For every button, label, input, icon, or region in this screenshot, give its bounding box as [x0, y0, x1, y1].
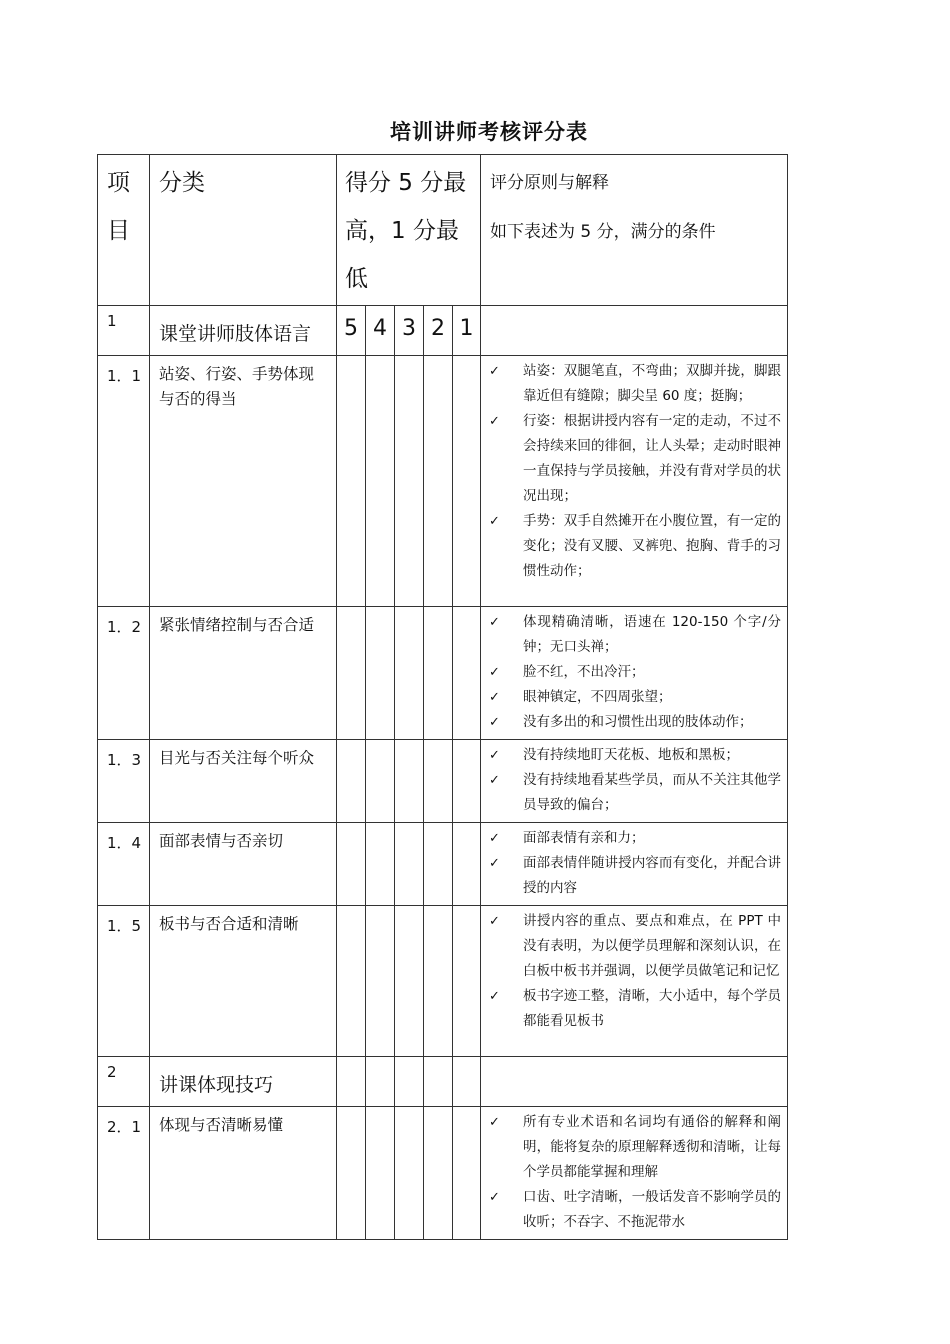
score-input-cell[interactable]: [366, 607, 395, 740]
checkmark-icon: ✓: [489, 665, 500, 680]
item-category: 面部表情与否亲切: [150, 823, 337, 906]
header-criteria-title: 评分原则与解释: [490, 173, 610, 193]
criteria-text: 体现精确清晰，语速在 120-150 个字/分钟；无口头禅；: [523, 614, 782, 655]
section-criteria-empty: [481, 1057, 788, 1107]
item-number: 1．5: [98, 906, 150, 1057]
header-score: 得分 5 分最高，1 分最低: [337, 155, 481, 306]
score-value: 4: [366, 306, 395, 356]
item-number: 1．1: [98, 356, 150, 607]
score-cell: [395, 1057, 424, 1107]
score-input-cell[interactable]: [337, 823, 366, 906]
table-row: [98, 1107, 788, 1240]
score-input-cell[interactable]: [395, 740, 424, 823]
score-input-cell[interactable]: [424, 823, 453, 906]
score-input-cell[interactable]: [424, 1107, 453, 1240]
table-row: [98, 607, 788, 740]
criteria-item: [489, 743, 781, 768]
criteria-text: 讲授内容的重点、要点和难点，在 PPT 中没有表明，为以便学员理解和深刻认识，在白板中板书并强调，以便学员做笔记和记忆: [523, 913, 782, 979]
criteria-text: 面部表情有亲和力；: [523, 830, 645, 846]
item-number: 2．1: [98, 1107, 150, 1240]
criteria-text: 行姿：根据讲授内容有一定的走动，不过不会持续来回的徘徊，让人头晕；走动时眼神一直保持与学员接触，并没有背对学员的状况出现；: [523, 413, 782, 504]
section-row: [98, 306, 788, 356]
score-input-cell[interactable]: [395, 356, 424, 607]
item-category: 站姿、行姿、手势体现与否的得当: [150, 356, 337, 607]
header-item: 项目: [98, 155, 150, 306]
criteria-item: [489, 826, 781, 851]
score-input-cell[interactable]: [337, 740, 366, 823]
checkmark-icon: ✓: [489, 856, 500, 871]
section-number: 2: [98, 1057, 150, 1107]
checkmark-icon: ✓: [489, 748, 500, 763]
criteria-text: 口齿、吐字清晰，一般话发音不影响学员的收听；不吞字、不拖泥带水: [523, 1189, 782, 1230]
criteria-text: 所有专业术语和名词均有通俗的解释和阐明，能将复杂的原理解释透彻和清晰，让每个学员都能掌握和理解: [523, 1114, 782, 1180]
score-value: 3: [395, 306, 424, 356]
criteria-item: [489, 851, 781, 901]
item-category: 体现与否清晰易懂: [150, 1107, 337, 1240]
item-criteria: [481, 906, 788, 1057]
item-number: 1．3: [98, 740, 150, 823]
score-input-cell[interactable]: [453, 906, 481, 1057]
item-category: 目光与否关注每个听众: [150, 740, 337, 823]
score-input-cell[interactable]: [453, 823, 481, 906]
criteria-text: 板书字迹工整，清晰，大小适中，每个学员都能看见板书: [523, 988, 782, 1029]
score-value: 2: [424, 306, 453, 356]
table-row: [98, 356, 788, 607]
criteria-item: [489, 1110, 781, 1185]
item-number: 1．2: [98, 607, 150, 740]
item-criteria: [481, 740, 788, 823]
checkmark-icon: ✓: [489, 1115, 500, 1130]
score-input-cell[interactable]: [395, 1107, 424, 1240]
evaluation-table: [97, 154, 788, 1240]
criteria-list: [481, 356, 787, 588]
score-cell: [453, 1057, 481, 1107]
criteria-list: [481, 906, 787, 1038]
criteria-text: 眼神镇定，不四周张望；: [523, 689, 672, 705]
criteria-item: [489, 909, 781, 984]
section-label: 课堂讲师肢体语言: [150, 306, 337, 356]
score-input-cell[interactable]: [366, 906, 395, 1057]
score-input-cell[interactable]: [424, 607, 453, 740]
checkmark-icon: ✓: [489, 364, 500, 379]
section-criteria-empty: [481, 306, 788, 356]
criteria-item: [489, 509, 781, 584]
table-row: [98, 740, 788, 823]
table-row: [98, 906, 788, 1057]
item-category: 紧张情绪控制与否合适: [150, 607, 337, 740]
score-cell: [366, 1057, 395, 1107]
score-input-cell[interactable]: [337, 607, 366, 740]
score-input-cell[interactable]: [366, 823, 395, 906]
score-input-cell[interactable]: [453, 1107, 481, 1240]
score-input-cell[interactable]: [337, 356, 366, 607]
criteria-list: [481, 607, 787, 739]
score-input-cell[interactable]: [453, 607, 481, 740]
item-criteria: [481, 607, 788, 740]
criteria-item: [489, 409, 781, 509]
score-input-cell[interactable]: [337, 906, 366, 1057]
checkmark-icon: ✓: [489, 773, 500, 788]
criteria-item: [489, 710, 781, 735]
score-input-cell[interactable]: [395, 607, 424, 740]
checkmark-icon: ✓: [489, 414, 500, 429]
criteria-list: [481, 823, 787, 905]
checkmark-icon: ✓: [489, 1190, 500, 1205]
checkmark-icon: ✓: [489, 690, 500, 705]
score-input-cell[interactable]: [337, 1107, 366, 1240]
section-label: 讲课体现技巧: [150, 1057, 337, 1107]
checkmark-icon: ✓: [489, 715, 500, 730]
criteria-item: [489, 359, 781, 409]
criteria-text: 站姿：双腿笔直，不弯曲；双脚并拢，脚跟靠近但有缝隙；脚尖呈 60 度；挺胸；: [523, 363, 782, 404]
section-number: 1: [98, 306, 150, 356]
score-cell: [424, 1057, 453, 1107]
score-value: 1: [453, 306, 481, 356]
checkmark-icon: ✓: [489, 989, 500, 1004]
score-input-cell[interactable]: [424, 740, 453, 823]
header-category: 分类: [150, 155, 337, 306]
criteria-item: [489, 660, 781, 685]
criteria-list: [481, 1107, 787, 1239]
criteria-text: 没有持续地盯天花板、地板和黑板；: [523, 747, 740, 763]
score-input-cell[interactable]: [395, 823, 424, 906]
score-input-cell[interactable]: [366, 1107, 395, 1240]
checkmark-icon: ✓: [489, 831, 500, 846]
criteria-list: [481, 740, 787, 822]
page-title: 培训讲师考核评分表: [390, 120, 588, 144]
score-input-cell[interactable]: [366, 356, 395, 607]
criteria-text: 手势：双手自然摊开在小腹位置，有一定的变化；没有叉腰、叉裤兜、抱胸、背手的习惯性动作；: [523, 513, 782, 579]
item-criteria: [481, 1107, 788, 1240]
checkmark-icon: ✓: [489, 514, 500, 529]
table-row: [98, 823, 788, 906]
item-number: 1．4: [98, 823, 150, 906]
score-input-cell[interactable]: [395, 906, 424, 1057]
criteria-item: [489, 685, 781, 710]
score-value: 5: [337, 306, 366, 356]
score-input-cell[interactable]: [453, 740, 481, 823]
section-row: [98, 1057, 788, 1107]
score-input-cell[interactable]: [424, 906, 453, 1057]
score-cell: [337, 1057, 366, 1107]
header-criteria-note: 如下表述为 5 分，满分的条件: [490, 222, 716, 242]
score-input-cell[interactable]: [424, 356, 453, 607]
criteria-text: 没有持续地看某些学员，而从不关注其他学员导致的偏台；: [523, 772, 782, 813]
score-input-cell[interactable]: [366, 740, 395, 823]
item-category: 板书与否合适和清晰: [150, 906, 337, 1057]
item-criteria: [481, 823, 788, 906]
criteria-item: [489, 768, 781, 818]
criteria-item: [489, 984, 781, 1034]
item-criteria: [481, 356, 788, 607]
checkmark-icon: ✓: [489, 615, 500, 630]
criteria-item: [489, 1185, 781, 1235]
checkmark-icon: ✓: [489, 914, 500, 929]
criteria-item: [489, 610, 781, 660]
criteria-text: 面部表情伴随讲授内容而有变化，并配合讲授的内容: [523, 855, 782, 896]
header-criteria: [481, 155, 788, 306]
criteria-text: 没有多出的和习惯性出现的肢体动作；: [523, 714, 753, 730]
header-row: [98, 155, 788, 306]
score-input-cell[interactable]: [453, 356, 481, 607]
criteria-text: 脸不红，不出冷汗；: [523, 664, 645, 680]
